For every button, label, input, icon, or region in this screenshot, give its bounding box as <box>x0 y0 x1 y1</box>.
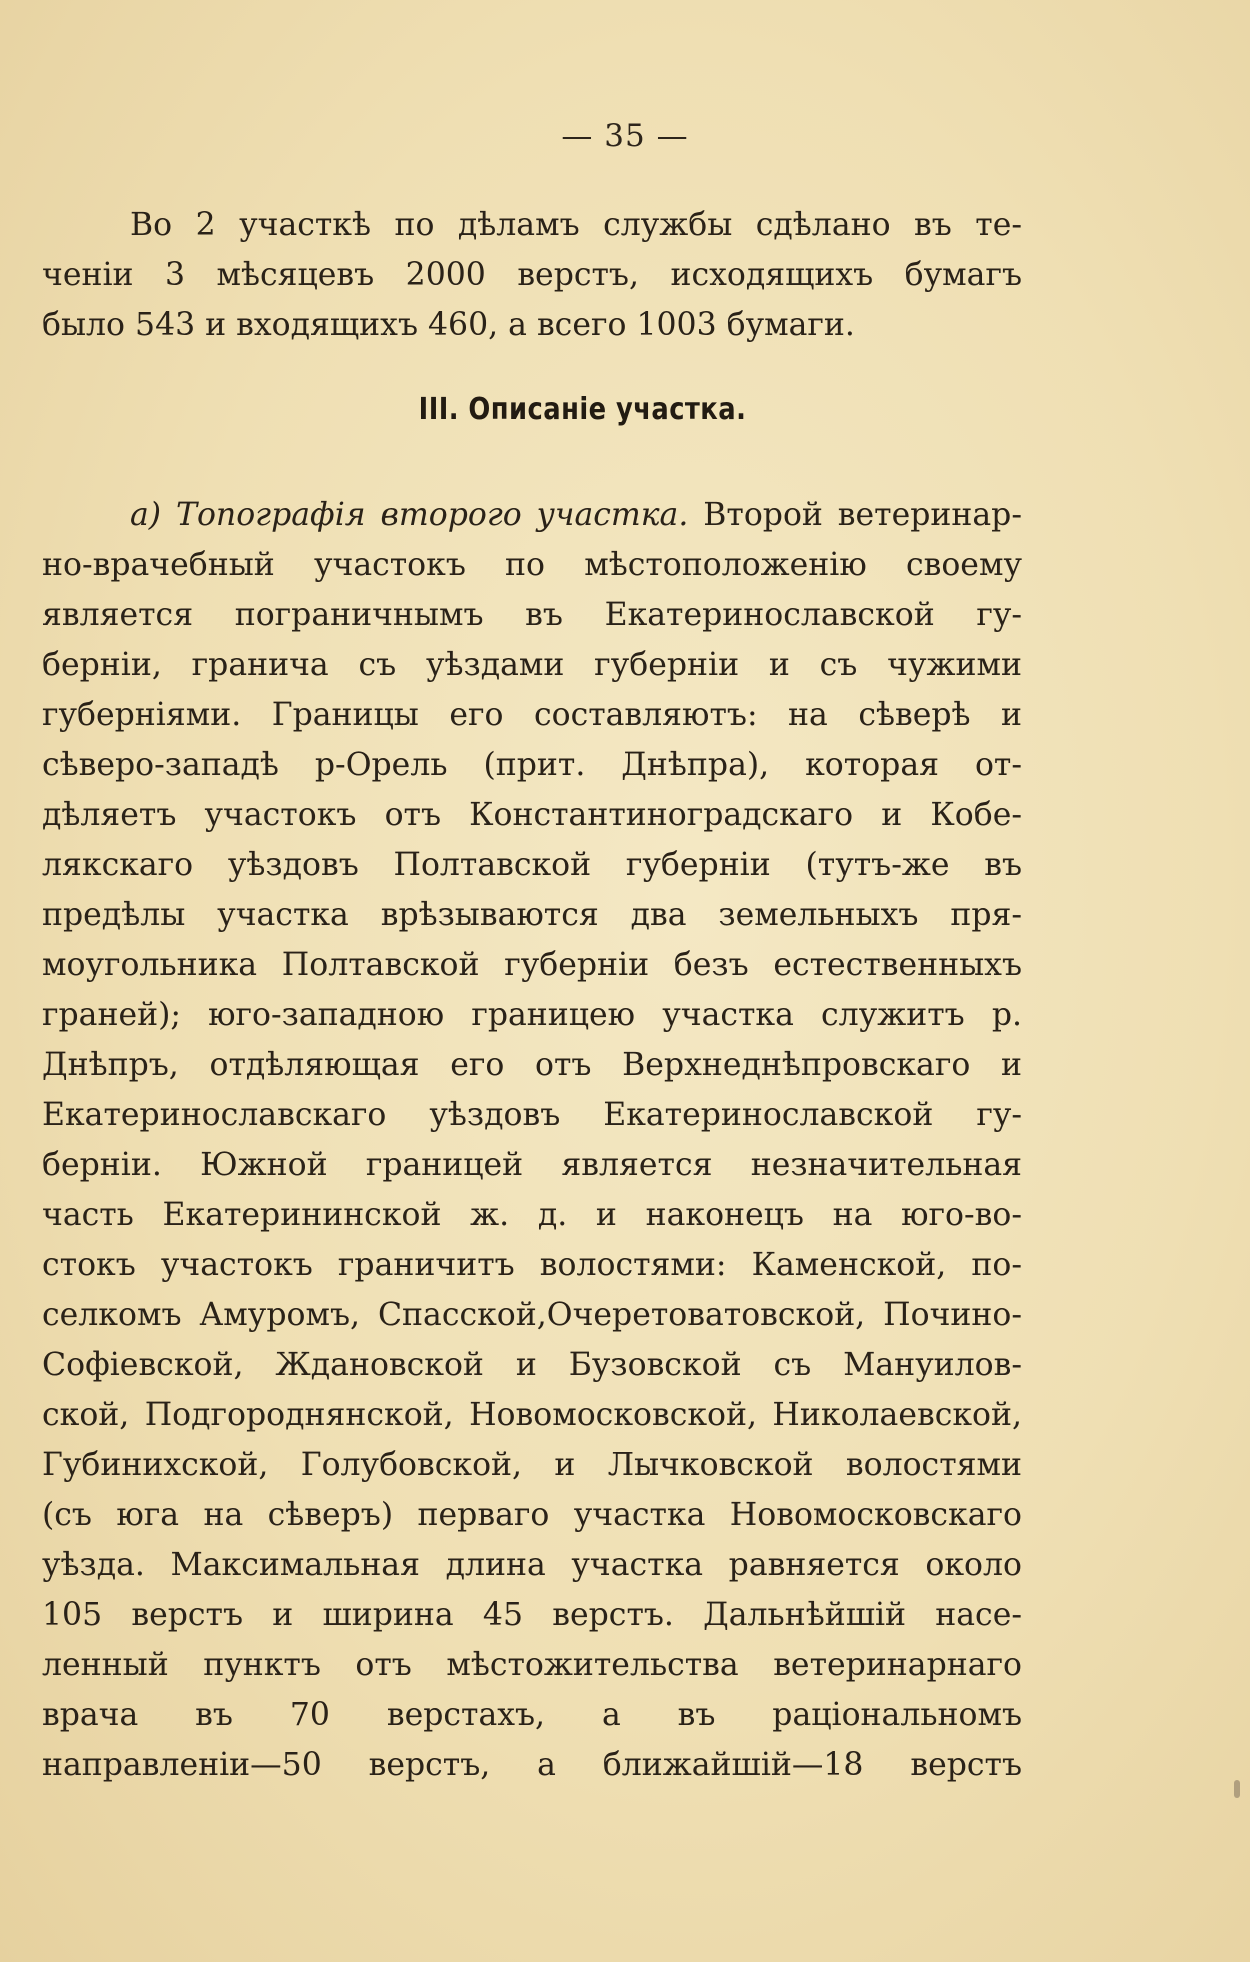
text-line: губерніями. Границы его составляютъ: на сѣверѣ и <box>42 697 1022 733</box>
text-line: Днѣпръ, отдѣляющая его отъ Верхнеднѣпровскаго и <box>42 1047 1022 1083</box>
page-number: — 35 — <box>561 118 689 154</box>
section-heading: III. Описаніе участка. <box>418 392 747 427</box>
text-line: сѣверо-западѣ р-Орель (прит. Днѣпра), которая от- <box>42 747 1022 783</box>
text-line: граней); юго-западною границею участка служитъ р. <box>42 997 1022 1033</box>
text-line: моугольника Полтавской губерніи безъ естественныхъ <box>42 947 1022 983</box>
text-line: ченіи 3 мѣсяцевъ 2000 верстъ, исходящихъ бумагъ <box>42 257 1022 293</box>
text-line: берніи, гранича съ уѣздами губерніи и съ чужими <box>42 647 1022 683</box>
text-line: дѣляетъ участокъ отъ Константиноградскаго и Кобе- <box>42 797 1022 833</box>
text-line: стокъ участокъ граничитъ волостями: Каменской, по- <box>42 1247 1022 1283</box>
text-line: врача въ 70 верстахъ, а въ раціональномъ <box>42 1697 1022 1733</box>
text-line: лякскаго уѣздовъ Полтавской губерніи (тутъ-же въ <box>42 847 1022 883</box>
text-line: Екатеринославскаго уѣздовъ Екатеринославской гу- <box>42 1097 1022 1133</box>
lead-line-rest: Второй ветеринар- <box>703 497 1022 533</box>
text-line: Софіевской, Ждановской и Бузовской съ Мануилов- <box>42 1347 1022 1383</box>
text-line: но-врачебный участокъ по мѣстоположенію своему <box>42 547 1022 583</box>
text-line: Во 2 участкѣ по дѣламъ службы сдѣлано въ те- <box>130 207 1022 243</box>
text-line: Губинихской, Голубовской, и Лычковской волостями <box>42 1447 1022 1483</box>
paper-smudge <box>1234 1780 1240 1798</box>
text-line: ской, Подгороднянской, Новомосковской, Николаевской, <box>42 1397 1022 1433</box>
text-line: является пограничнымъ въ Екатеринославской гу- <box>42 597 1022 633</box>
paragraph-lead-italic: а) Топографія второго участка. <box>130 497 689 533</box>
text-line: уѣзда. Максимальная длина участка равняется около <box>42 1547 1022 1583</box>
text-line: было 543 и входящихъ 460, а всего 1003 бумаги. <box>42 307 855 343</box>
text-line: предѣлы участка врѣзываются два земельныхъ пря- <box>42 897 1022 933</box>
text-line: берніи. Южной границей является незначительная <box>42 1147 1022 1183</box>
text-line: (съ юга на сѣверъ) перваго участка Новомосковскаго <box>42 1497 1022 1533</box>
text-line: 105 верстъ и ширина 45 верстъ. Дальнѣйшій насе- <box>42 1597 1022 1633</box>
text-line: ленный пунктъ отъ мѣстожительства ветеринарнаго <box>42 1647 1022 1683</box>
text-line: часть Екатерининской ж. д. и наконецъ на юго-во- <box>42 1197 1022 1233</box>
text-line: селкомъ Амуромъ, Спасской,Очеретоватовской, Почино- <box>42 1297 1022 1333</box>
lead-line <box>130 490 1022 540</box>
text-line: направленіи—50 верстъ, а ближайшій—18 верстъ <box>42 1747 1022 1783</box>
